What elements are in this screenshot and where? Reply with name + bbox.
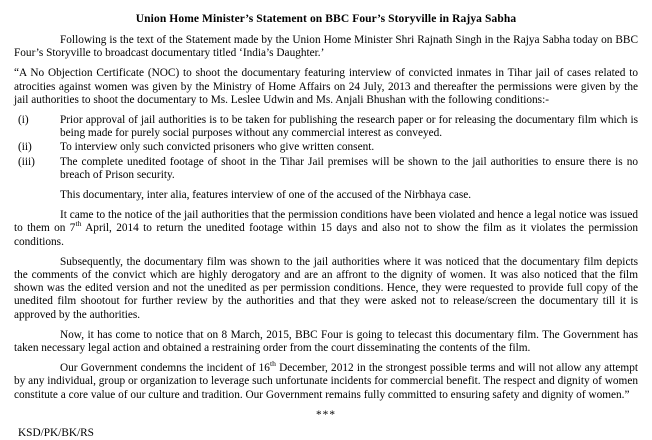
paragraph-now-notice: Now, it has come to notice that on 8 March, 2015, BBC Four is going to telecast this documentary film. The Government has taken necessary legal action and obtained a restraining order from the court disseminating the contents of the film. bbox=[14, 328, 638, 355]
condemn-suffix: December, 2012 in the strongest possible terms and will not allow any attempt by any individual, group or organization to leverage such unfortunate incidents for commercial benefit. The respect and dignity of women constitute a core value of our culture and tradition. Our Government remains fully committed to ensuring safety and dignity of women.” bbox=[14, 362, 638, 401]
legal-notice-ordinal: th bbox=[75, 219, 82, 229]
list-item bbox=[14, 114, 638, 140]
paragraph-condemn bbox=[14, 359, 638, 402]
paragraph-legal-notice bbox=[14, 209, 638, 249]
paragraph-nirbhaya: This documentary, inter alia, features interview of one of the accused of the Nirbhaya case. bbox=[60, 189, 472, 202]
section-separator: *** bbox=[316, 408, 336, 421]
list-item bbox=[14, 156, 638, 182]
legal-notice-suffix: April, 2014 to return the unedited footage within 15 days and also not to show the film as it violates the permission conditions. bbox=[14, 222, 638, 248]
conditions-list bbox=[14, 114, 638, 182]
paragraph-subsequently: Subsequently, the documentary film was shown to the jail authorities where it was noticed that the documentary film depicts the comments of the convict which are highly derogatory and are an affront to the dignity of women. It was also noticed that the film shown was the edited version and not the unedited as per permission conditions. Hence, they were requested to provide full copy of the unedited film shootout for further review by the authorities and that they were asked not to release/screen the documentary till it is approved by the authorities. bbox=[14, 255, 638, 321]
paragraph-intro: Following is the text of the Statement made by the Union Home Minister Shri Rajnath Singh in the Rajya Sabha today on BBC Four’s Storyville to broadcast documentary titled ‘India’s Daughter.’ bbox=[14, 34, 638, 60]
page-title: Union Home Minister’s Statement on BBC Four’s Storyville in Rajya Sabha bbox=[135, 13, 517, 25]
condemn-prefix: Our Government condemns the incident of 16 bbox=[60, 362, 270, 375]
list-item-label: The complete unedited footage of shoot in the Tihar Jail premises will be shown to the jail authorities to ensure there is no breach of Prison security. bbox=[60, 155, 638, 181]
condemn-ordinal: th bbox=[269, 359, 276, 369]
list-item-label: Prior approval of jail authorities is to be taken for publishing the research paper or for releasing the documentary film which is being made for purely social purposes without any commercial interest as conveyed. bbox=[60, 114, 638, 140]
list-item-label: To interview only such convicted prisoners who give written consent. bbox=[60, 141, 375, 154]
list-item-marker: (iii) bbox=[18, 155, 35, 168]
paragraph-noc: “A No Objection Certificate (NOC) to shoot the documentary featuring interview of convicted inmates in Tihar jail of cases related to atrocities against women was given by the Ministry of Home Affairs on 24 July, 2013 and thereafter the permissions were given by the jail authorities to shoot the documentary to Ms. Leslee Udwin and Ms. Anjali Bhushan with the following conditions:- bbox=[14, 67, 638, 106]
list-item bbox=[14, 141, 638, 154]
list-item-marker: (ii) bbox=[18, 141, 32, 154]
reference-code: KSD/PK/BK/RS bbox=[18, 426, 94, 439]
list-item-marker: (i) bbox=[18, 114, 29, 127]
legal-notice-prefix: It came to the notice of the jail authorities that the permission conditions have been violated and hence a legal notice was issued to them on 7 bbox=[14, 209, 638, 235]
